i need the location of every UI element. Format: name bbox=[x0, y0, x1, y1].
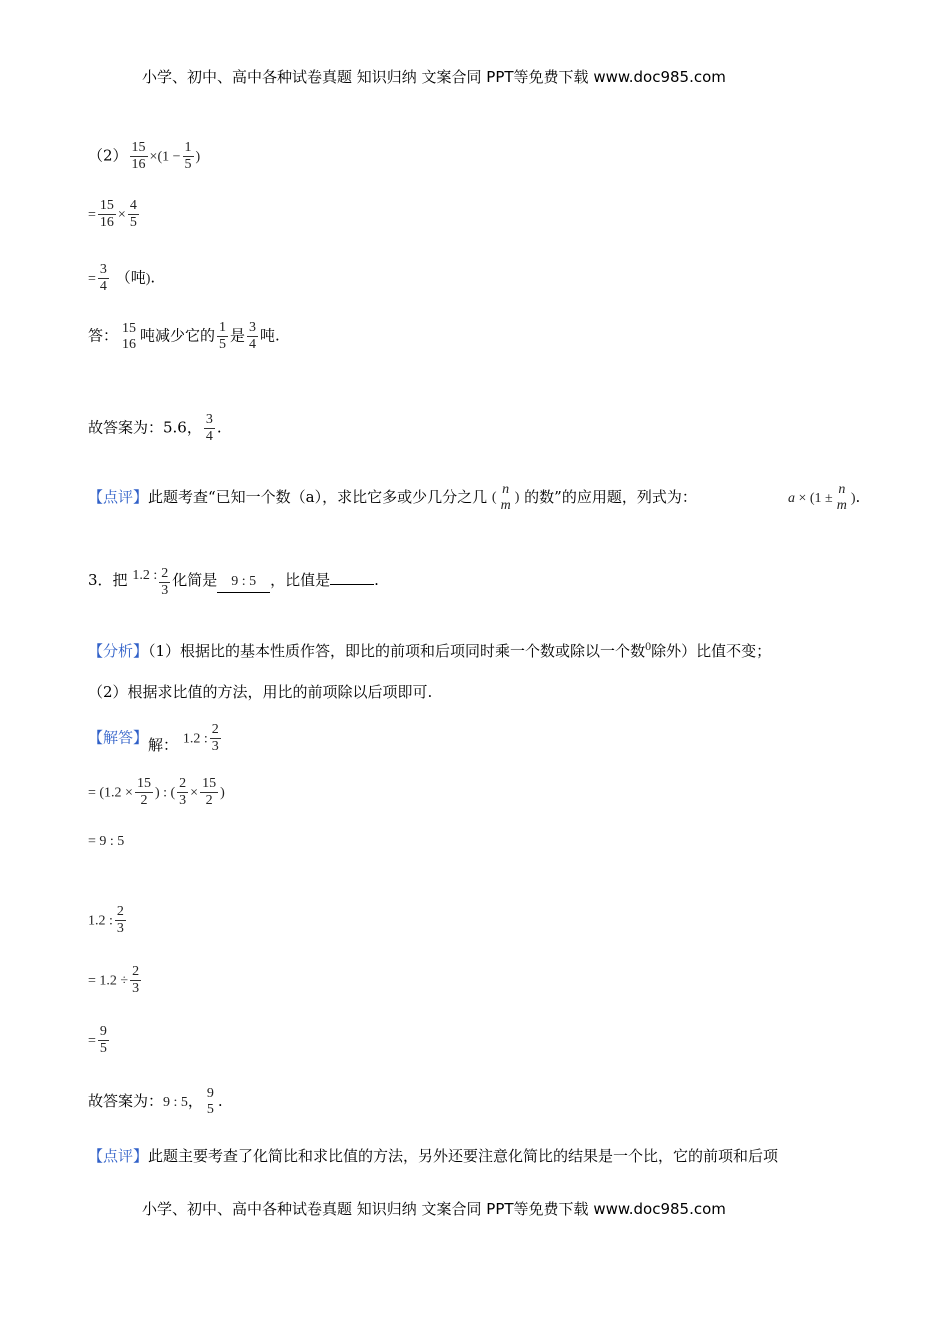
analysis-line-1: 【分析】（1）根据比的基本性质作答，即比的前项和后项同时乘一个数或除以一个数$^0$除外）比值不变； bbox=[88, 639, 772, 660]
comment-tag: 【点评】 bbox=[88, 488, 149, 506]
fraction-3-4: $\frac{3}{4}$ bbox=[205, 412, 213, 444]
comment-1: 【点评】此题考查“已知一个数（a），求比它多或少几分之几 ( n m ) 的数”的应用题，列式为： bbox=[88, 482, 697, 513]
fraction-15-16: $\frac{15}{16}$ bbox=[99, 198, 114, 230]
part2-expression: （2） $\frac{15}{16}$ ×(1 − $\frac{1}{5}$ ) bbox=[88, 140, 201, 172]
solution-step-2: = 9 : 5 bbox=[88, 834, 125, 849]
analysis-tag: 【分析】 bbox=[88, 642, 149, 660]
fraction-2-3: $\frac{2}{3}$ bbox=[161, 566, 169, 598]
fraction-2-3: $\frac{2}{3}$ bbox=[116, 904, 124, 936]
fraction-2-3: $\frac{2}{3}$ bbox=[211, 722, 219, 754]
part2-step2: = $\frac{3}{4}$ （吨). bbox=[88, 262, 156, 294]
solution-tag: 【解答】 bbox=[88, 728, 149, 747]
fraction-1-5: $\frac{1}{5}$ bbox=[219, 320, 227, 352]
fraction-15-16: 15 16 bbox=[122, 320, 137, 352]
answer-line: 答： 15 16 吨减少它的 $\frac{1}{5}$ 是 $\frac{3}{4}$ 吨. bbox=[88, 320, 280, 352]
fraction-1-5: $\frac{1}{5}$ bbox=[184, 140, 192, 172]
fraction-2-3: $\frac{2}{3}$ bbox=[132, 964, 140, 996]
comment-1-formula: a × (1 ± n m ). bbox=[788, 482, 861, 513]
fraction-15-2: $\frac{15}{2}$ bbox=[136, 776, 151, 808]
analysis-line-2: （2）根据求比值的方法，用比的前项除以后项即可. bbox=[88, 683, 433, 701]
page-footer: 小学、初中、高中各种试卷真题 知识归纳 文案合同 PPT等免费下载 www.doc985.com bbox=[142, 1200, 726, 1218]
ratio-value-expression: 1.2 : $\frac{2}{3}$ bbox=[88, 904, 124, 936]
part2-step1: = $\frac{15}{16}$ × $\frac{4}{5}$ bbox=[88, 198, 137, 230]
fraction-15-2: $\frac{15}{2}$ bbox=[202, 776, 217, 808]
fraction-3-4: $\frac{3}{4}$ bbox=[249, 320, 257, 352]
fraction-9-5: $\frac{9}{5}$ bbox=[99, 1024, 107, 1056]
ratio-value-step-1: = 1.2 ÷ $\frac{2}{3}$ bbox=[88, 964, 140, 996]
page-header: 小学、初中、高中各种试卷真题 知识归纳 文案合同 PPT等免费下载 www.doc985.com bbox=[142, 68, 726, 86]
final-answer-2: 故答案为：9 : 5， 9 5 . bbox=[88, 1086, 223, 1117]
fraction-n-m: n m bbox=[500, 482, 511, 513]
fraction-2-3: $\frac{2}{3}$ bbox=[179, 776, 187, 808]
answer-blank-2[interactable] bbox=[330, 568, 374, 585]
ratio-value-step-2: = $\frac{9}{5}$ bbox=[88, 1024, 107, 1056]
part2-label: （2） bbox=[88, 146, 128, 165]
fraction-3-4: $\frac{3}{4}$ bbox=[99, 262, 107, 294]
fraction-4-5: $\frac{4}{5}$ bbox=[129, 198, 137, 230]
fraction-n-m: n m bbox=[836, 482, 847, 513]
comment-tag: 【点评】 bbox=[88, 1147, 149, 1165]
solution-step-1: = (1.2 × $\frac{15}{2}$ ) : ( $\frac{2}{3}$ × $\frac{15}{2}$ ) bbox=[88, 776, 225, 808]
solution-header: 【解答】解： 1.2 : $\frac{2}{3}$ bbox=[88, 722, 219, 754]
answer-blank-1[interactable]: 9 : 5 bbox=[217, 572, 270, 593]
comment-2: 【点评】此题主要考查了化简比和求比值的方法，另外还要注意化简比的结果是一个比，它的前项和后项 bbox=[88, 1147, 779, 1165]
fraction-9-5: 9 5 bbox=[206, 1086, 214, 1117]
final-answer-1: 故答案为：5.6， $\frac{3}{4}$ . bbox=[88, 412, 222, 444]
question-3: 3．把 1.2 : $\frac{2}{3}$ 化简是 9 : 5 ，比值是 . bbox=[88, 566, 379, 598]
fraction-15-16: $\frac{15}{16}$ bbox=[131, 140, 146, 172]
